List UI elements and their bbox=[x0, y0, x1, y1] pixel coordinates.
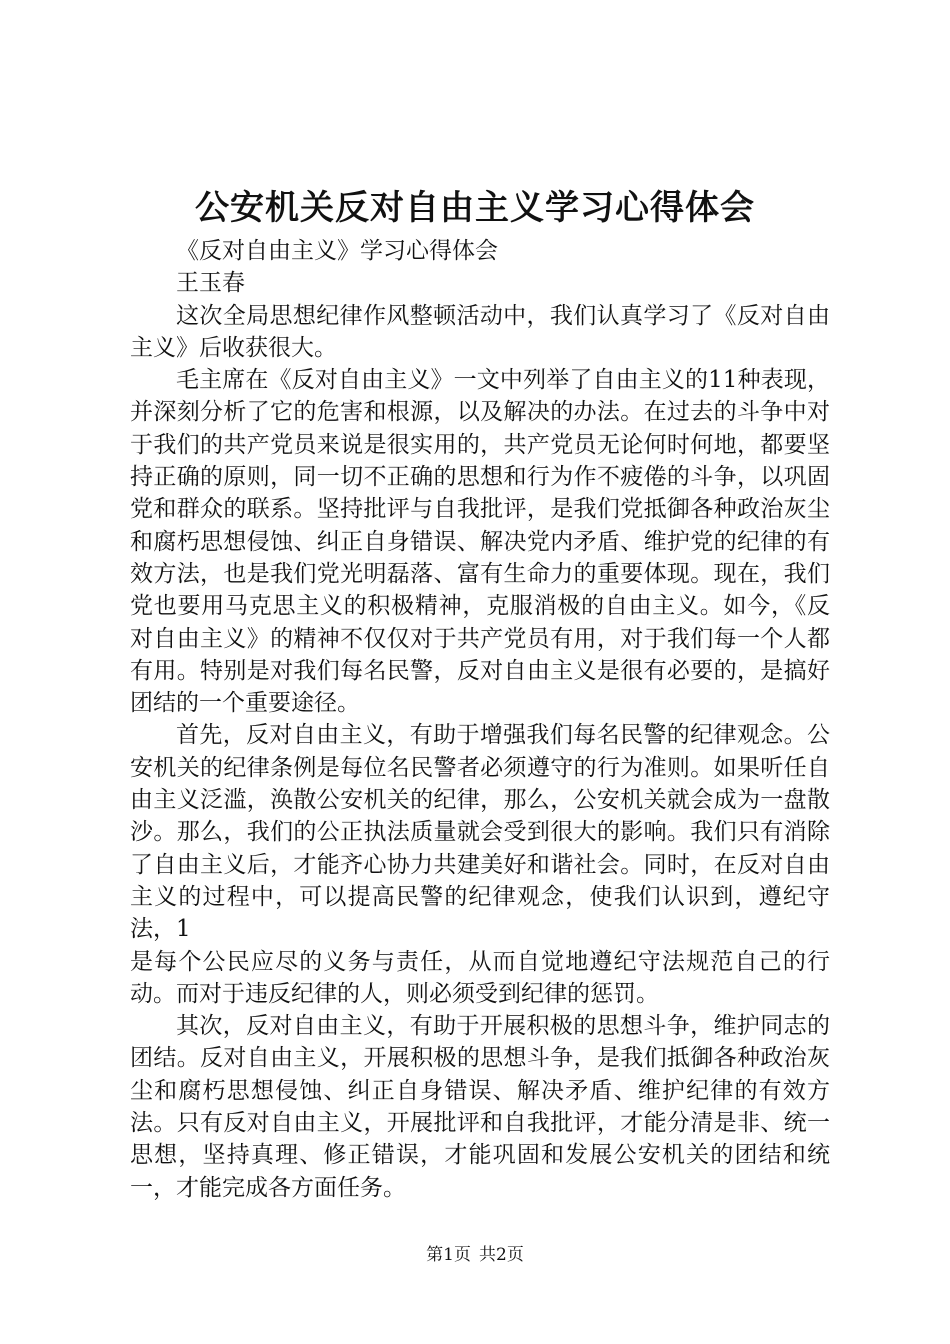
body-paragraph-continuation: 是每个公民应尽的义务与责任，从而自觉地遵纪守法规范自己的行动。而对于违反纪律的人，则必须受到纪律的惩罚。 bbox=[130, 948, 830, 1007]
page-number: 第1页 bbox=[426, 1245, 471, 1265]
page-footer bbox=[0, 1243, 950, 1267]
subtitle-paragraph: 《反对自由主义》学习心得体会 bbox=[176, 238, 498, 264]
body-paragraph: 首先，反对自由主义，有助于增强我们每名民警的纪律观念。公安机关的纪律条例是每位名民警者必须遵守的行为准则。如果听任自由主义泛滥，涣散公安机关的纪律，那么，公安机关就会成为一盘散沙。那么，我们的公正执法质量就会受到很大的影响。我们只有消除了自由主义后，才能齐心协力共建美好和谐社会。同时，在反对自由主义的过程中，可以提高民警的纪律观念，使我们认识到，遵纪守法，1 bbox=[130, 722, 830, 943]
author-paragraph: 王玉春 bbox=[176, 270, 245, 297]
body-paragraph: 其次，反对自由主义，有助于开展积极的思想斗争，维护同志的团结。反对自由主义，开展积极的思想斗争，是我们抵御各种政治灰尘和腐朽思想侵蚀、纠正自身错误、解决矛盾、维护纪律的有效方法。只有反对自由主义，开展批评和自我批评，才能分清是非、统一思想，坚持真理、修正错误，才能巩固和发展公安机关的团结和统一，才能完成各方面任务。 bbox=[130, 1013, 830, 1201]
page-total: 共2页 bbox=[479, 1245, 524, 1265]
document-title: 公安机关反对自由主义学习心得体会 bbox=[195, 188, 755, 228]
intro-paragraph: 这次全局思想纪律作风整顿活动中，我们认真学习了《反对自由主义》后收获很大。 bbox=[130, 302, 830, 361]
body-paragraph: 毛主席在《反对自由主义》一文中列举了自由主义的11种表现，并深刻分析了它的危害和根源，以及解决的办法。在过去的斗争中对于我们的共产党员来说是很实用的，共产党员无论何时何地，都要坚持正确的原则，同一切不正确的思想和行为作不疲倦的斗争，以巩固党和群众的联系。坚持批评与自我批评，是我们党抵御各种政治灰尘和腐朽思想侵蚀、纠正自身错误、解决党内矛盾、维护党的纪律的有效方法，也是我们党光明磊落、富有生命力的重要体现。现在，我们党也要用马克思主义的积极精神，克服消极的自由主义。如今，《反对自由主义》的精神不仅仅对于共产党员有用，对于我们每一个人都有用。特别是对我们每名民警，反对自由主义是很有必要的，是搞好团结的一个重要途径。 bbox=[130, 367, 830, 717]
document-body bbox=[130, 235, 830, 1204]
